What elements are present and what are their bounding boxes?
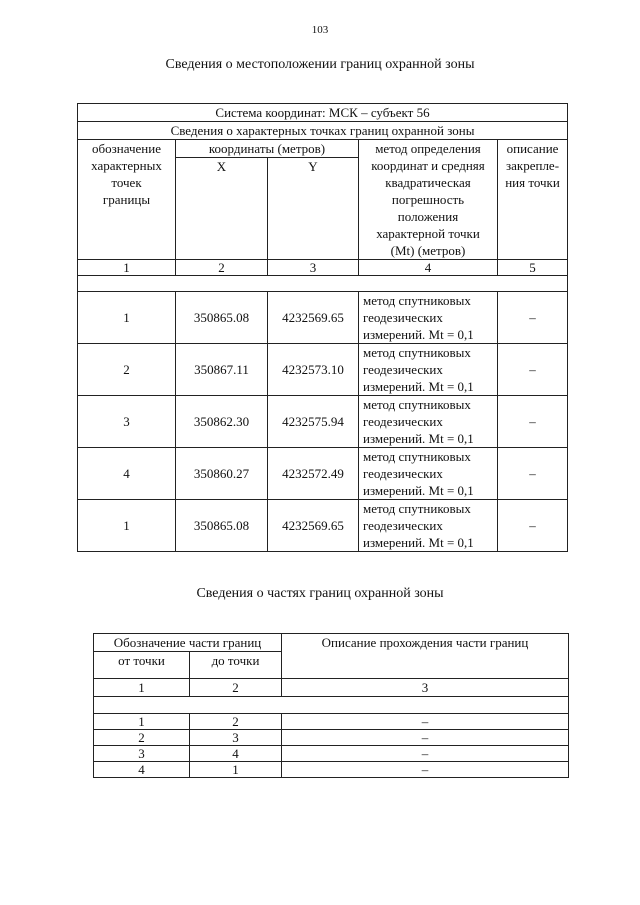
table-row xyxy=(94,762,569,778)
column-number: 1 xyxy=(78,260,176,276)
table-row xyxy=(78,448,568,500)
to-cell: 1 xyxy=(190,762,282,778)
points-table-subtitle: Сведения о характерных точках границ охранной зоны xyxy=(78,122,568,140)
blank-row xyxy=(78,276,568,292)
y-cell: 4232569.65 xyxy=(268,500,359,552)
part-description-header: Описание прохождения части границ xyxy=(282,634,569,679)
x-cell: 350862.30 xyxy=(176,396,268,448)
boundary-points-table xyxy=(77,103,568,552)
part-desc-cell: – xyxy=(282,714,569,730)
method-cell: метод спутниковых геодезических измерений. Mt = 0,1 xyxy=(359,292,498,344)
table-row xyxy=(94,730,569,746)
y-header: Y xyxy=(268,158,359,260)
method-cell: метод спутниковых геодезических измерений. Mt = 0,1 xyxy=(359,344,498,396)
from-cell: 1 xyxy=(94,714,190,730)
page-number: 103 xyxy=(311,24,329,36)
y-cell: 4232573.10 xyxy=(268,344,359,396)
table-row xyxy=(78,500,568,552)
blank-row xyxy=(94,697,569,714)
column-number: 3 xyxy=(268,260,359,276)
method-cell: метод спутниковых геодезических измерений. Mt = 0,1 xyxy=(359,448,498,500)
method-cell: метод спутниковых геодезических измерений. Mt = 0,1 xyxy=(359,500,498,552)
from-cell: 3 xyxy=(94,746,190,762)
boundary-parts-table xyxy=(93,633,569,778)
part-desc-cell: – xyxy=(282,762,569,778)
to-cell: 3 xyxy=(190,730,282,746)
method-cell: метод спутниковых геодезических измерений. Mt = 0,1 xyxy=(359,396,498,448)
column-number: 5 xyxy=(498,260,568,276)
desc-cell: – xyxy=(498,448,568,500)
table-row xyxy=(94,714,569,730)
table-row xyxy=(94,746,569,762)
y-cell: 4232572.49 xyxy=(268,448,359,500)
column-number: 2 xyxy=(176,260,268,276)
to-cell: 2 xyxy=(190,714,282,730)
coordinate-system-title: Система координат: МСК – субъект 56 xyxy=(78,104,568,122)
from-point-header: от точки xyxy=(94,652,190,679)
desc-cell: – xyxy=(498,292,568,344)
part-desc-cell: – xyxy=(282,746,569,762)
desc-cell: – xyxy=(498,500,568,552)
part-desc-cell: – xyxy=(282,730,569,746)
desc-cell: – xyxy=(498,396,568,448)
parts-heading: Сведения о частях границ охранной зоны xyxy=(196,586,444,601)
y-cell: 4232575.94 xyxy=(268,396,359,448)
table-row xyxy=(78,396,568,448)
description-header: описание закрепле- ния точки xyxy=(498,140,568,260)
column-number: 3 xyxy=(282,679,569,697)
part-designation-header: Обозначение части границ xyxy=(94,634,282,652)
table-row xyxy=(78,292,568,344)
to-point-header: до точки xyxy=(190,652,282,679)
to-cell: 4 xyxy=(190,746,282,762)
x-header: X xyxy=(176,158,268,260)
point-cell: 3 xyxy=(78,396,176,448)
point-cell: 1 xyxy=(78,500,176,552)
column-number: 4 xyxy=(359,260,498,276)
x-cell: 350867.11 xyxy=(176,344,268,396)
point-cell: 2 xyxy=(78,344,176,396)
column-number: 1 xyxy=(94,679,190,697)
x-cell: 350865.08 xyxy=(176,500,268,552)
point-cell: 1 xyxy=(78,292,176,344)
y-cell: 4232569.65 xyxy=(268,292,359,344)
point-cell: 4 xyxy=(78,448,176,500)
coordinates-heading: Сведения о местоположении границ охранной зоны xyxy=(165,57,475,72)
coordinates-header: координаты (метров) xyxy=(176,140,359,158)
column-number: 2 xyxy=(190,679,282,697)
table-row xyxy=(78,344,568,396)
x-cell: 350860.27 xyxy=(176,448,268,500)
from-cell: 4 xyxy=(94,762,190,778)
x-cell: 350865.08 xyxy=(176,292,268,344)
desc-cell: – xyxy=(498,344,568,396)
from-cell: 2 xyxy=(94,730,190,746)
method-header: метод определения координат и средняя квадратическая погрешность положения характерной точки (Mt) (метров) xyxy=(359,140,498,260)
designation-header: обозначение характерных точек границы xyxy=(78,140,176,260)
